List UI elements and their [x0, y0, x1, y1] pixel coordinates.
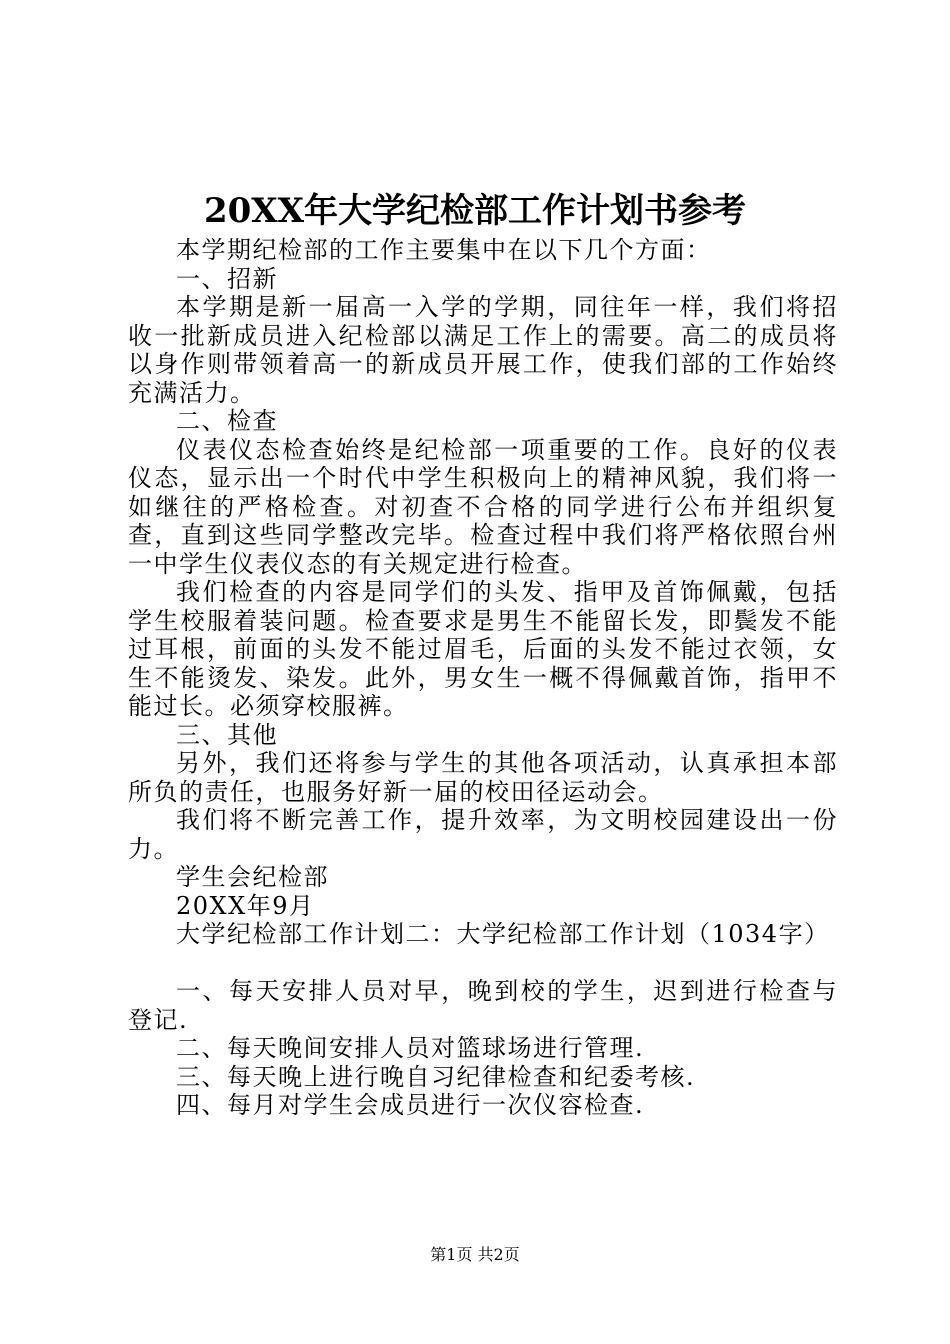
paragraph-closing: 我们将不断完善工作，提升效率，为文明校园建设出一份力。: [128, 806, 838, 863]
subtitle-plan-two: 大学纪检部工作计划二：大学纪检部工作计划（1034字）: [176, 920, 830, 948]
signature-department: 学生会纪检部: [176, 863, 329, 891]
paragraph-inspection: 仪表仪态检查始终是纪检部一项重要的工作。良好的仪表仪态，显示出一个时代中学生积极向上的精神风貌，我们将一如继往的严格检查。对初查不合格的同学进行公布并组织复查，直到这些同学整改完毕。检查过程中我们将严格依照台州一中学生仪表仪态的有关规定进行检查。: [128, 435, 838, 578]
section-heading-recruitment: 一、招新: [176, 264, 278, 293]
list-item-3: 三、每天晚上进行晚自习纪律检查和纪委考核.: [176, 1062, 696, 1091]
blank-line: [128, 949, 838, 978]
document-title: 20XX年大学纪检部工作计划书参考: [203, 191, 747, 231]
paragraph-other: 另外，我们还将参与学生的其他各项活动，认真承担本部所负的责任，也服务好新一届的校田径运动会。: [128, 749, 838, 806]
signature-date: 20XX年9月: [176, 891, 315, 920]
paragraph-inspection-content: 我们检查的内容是同学们的头发、指甲及首饰佩戴，包括学生校服着装问题。检查要求是男生不能留长发，即鬓发不能过耳根，前面的头发不能过眉毛，后面的头发不能过衣领，女生不能烫发、染发。此外，男女生一概不得佩戴首饰，指甲不能过长。必须穿校服裤。: [128, 578, 838, 720]
list-item-2: 二、每天晚间安排人员对篮球场进行管理.: [176, 1034, 645, 1062]
paragraph-recruitment: 本学期是新一届高一入学的学期，同往年一样，我们将招收一批新成员进入纪检部以满足工作上的需要。高二的成员将以身作则带领着高一的新成员开展工作，使我们部的工作始终充满活力。: [128, 293, 838, 407]
section-heading-inspection: 二、检查: [176, 407, 278, 435]
paragraph-intro: 本学期纪检部的工作主要集中在以下几个方面：: [176, 236, 712, 264]
page-number-footer: 第1页 共2页: [430, 1245, 520, 1264]
list-item-1: 一、每天安排人员对早，晚到校的学生，迟到进行检查与登记.: [128, 977, 838, 1034]
document-body: [128, 236, 838, 1120]
list-item-4: 四、每月对学生会成员进行一次仪容检查.: [176, 1091, 645, 1119]
section-heading-other: 三、其他: [176, 720, 278, 749]
